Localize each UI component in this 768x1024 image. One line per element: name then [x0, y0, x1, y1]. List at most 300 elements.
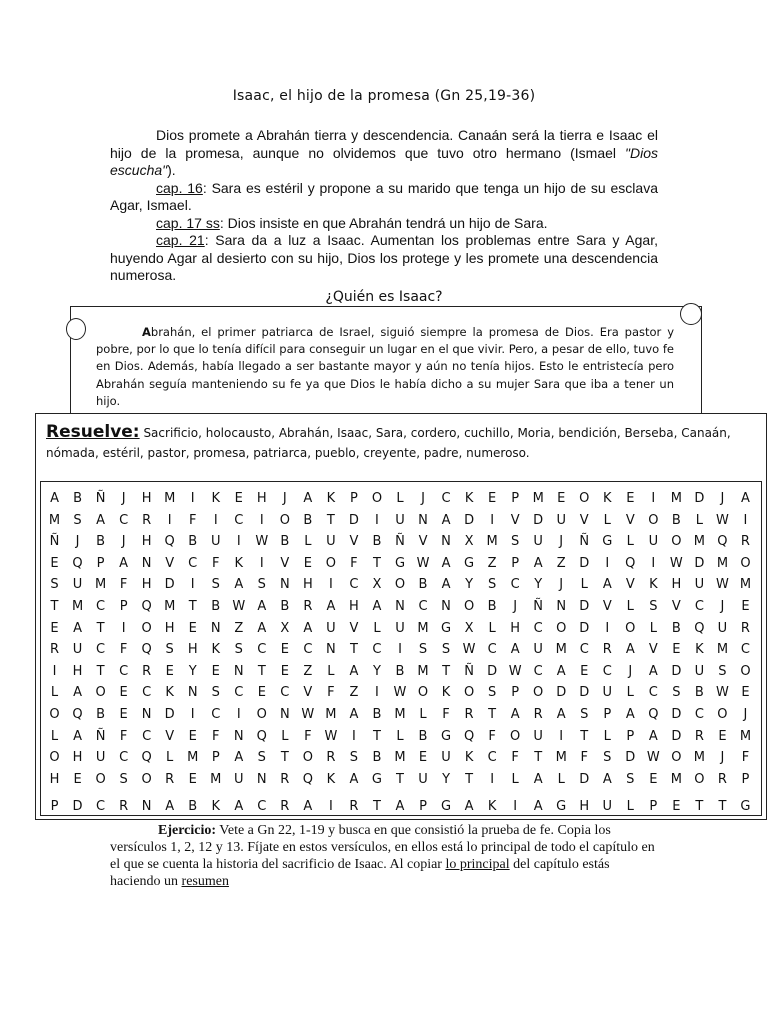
grid-cell: L	[50, 685, 59, 701]
grid-cell: C	[510, 577, 520, 593]
grid-row	[43, 596, 759, 618]
grid-cell: W	[232, 598, 246, 614]
grid-cell: A	[303, 491, 313, 506]
grid-cell: T	[488, 706, 497, 722]
grid-cell: F	[119, 642, 128, 658]
grid-cell: H	[72, 750, 83, 766]
grid-cell: N	[441, 534, 451, 550]
grid-cell: A	[349, 663, 359, 679]
grid-cell: Ñ	[95, 728, 106, 744]
grid-cell: O	[371, 491, 383, 506]
grid-cell: F	[211, 728, 220, 744]
grid-cell: F	[741, 750, 750, 766]
grid-cell: D	[487, 663, 498, 679]
grid-cell: H	[349, 598, 359, 614]
grid-cell: S	[257, 750, 266, 766]
grid-cell: A	[349, 706, 359, 722]
grid-cell: X	[464, 534, 474, 550]
grid-row	[43, 553, 759, 575]
grid-cell: O	[279, 512, 290, 528]
grid-cell: S	[165, 642, 174, 658]
grid-cell: M	[71, 598, 84, 614]
grid-cell: T	[349, 642, 358, 658]
grid-cell: B	[418, 577, 428, 593]
grid-cell: O	[463, 685, 475, 701]
grid-cell: V	[165, 555, 175, 571]
grid-cell: C	[119, 663, 129, 679]
grid-cell: Q	[141, 642, 152, 658]
grid-cell: M	[670, 491, 682, 506]
grid-cell: E	[626, 491, 635, 506]
intro-quote: "Dios escucha"	[110, 144, 658, 178]
grid-cell: T	[695, 799, 704, 815]
grid-cell: Z	[487, 555, 497, 571]
grid-cell: E	[672, 799, 681, 815]
grid-cell: Y	[534, 577, 543, 593]
grid-cell: P	[211, 750, 220, 766]
grid-cell: M	[394, 706, 406, 722]
grid-cell: U	[234, 771, 244, 787]
grid-cell: E	[119, 706, 128, 722]
exercise-underline-resumen: resumen	[181, 874, 229, 889]
grid-cell: Y	[442, 771, 451, 787]
grid-cell: E	[303, 555, 312, 571]
grid-cell: A	[50, 491, 59, 506]
grid-cell: C	[96, 598, 106, 614]
grid-cell: O	[625, 620, 636, 636]
grid-cell: C	[96, 799, 106, 815]
grid-cell: G	[556, 799, 567, 815]
grid-cell: Ñ	[533, 598, 544, 614]
grid-cell: W	[255, 534, 269, 550]
grid-row	[43, 661, 759, 683]
grid-row	[43, 796, 759, 818]
grid-cell: N	[187, 685, 198, 701]
grid-cell: L	[626, 534, 634, 550]
grid-cell: H	[141, 577, 152, 593]
grid-cell: A	[556, 663, 566, 679]
grid-cell: C	[602, 663, 612, 679]
grid-cell: N	[441, 598, 451, 614]
grid-cell: A	[326, 598, 336, 614]
grid-cell: S	[487, 577, 497, 593]
grid-cell: O	[256, 706, 267, 722]
grid-cell: S	[649, 598, 658, 614]
grid-cell: Q	[694, 620, 705, 636]
grid-cell: B	[96, 534, 106, 550]
grid-cell: M	[48, 512, 61, 528]
grid-cell: N	[141, 555, 152, 571]
grid-cell: S	[603, 750, 612, 766]
grid-cell: I	[121, 620, 126, 636]
grid-cell: L	[695, 512, 704, 528]
grid-cell: M	[693, 750, 705, 766]
grid-cell: L	[603, 512, 611, 528]
grid-cell: O	[579, 491, 590, 506]
grid-row	[43, 531, 759, 553]
grid-cell: A	[533, 771, 543, 787]
grid-cell: Q	[302, 771, 313, 787]
grid-cell: L	[304, 534, 312, 550]
grid-cell: N	[395, 598, 405, 614]
grid-cell: S	[441, 642, 451, 658]
grid-cell: N	[141, 799, 152, 815]
grid-cell: A	[556, 706, 566, 722]
grid-cell: L	[580, 577, 588, 593]
grid-cell: U	[533, 534, 543, 550]
grid-cell: Ñ	[49, 534, 60, 550]
grid-cell: K	[649, 577, 658, 593]
grid-cell: L	[557, 771, 565, 787]
grid-cell: N	[418, 512, 428, 528]
grid-cell: I	[236, 706, 241, 722]
grid-cell: S	[718, 663, 727, 679]
grid-cell: D	[579, 771, 590, 787]
grid-cell: Q	[72, 555, 83, 571]
grid-cell: E	[280, 663, 289, 679]
grid-cell: U	[441, 750, 451, 766]
grid-cell: E	[672, 642, 681, 658]
grid-cell: D	[164, 706, 175, 722]
grid-cell: Q	[648, 706, 659, 722]
grid-cell: O	[556, 620, 567, 636]
grid-cell: N	[233, 663, 244, 679]
grid-cell: A	[741, 491, 750, 506]
grid-cell: E	[280, 642, 289, 658]
grid-cell: U	[326, 534, 336, 550]
grid-cell: I	[605, 620, 610, 636]
grid-cell: O	[648, 512, 659, 528]
grid-cell: K	[211, 491, 220, 506]
grid-cell: D	[579, 685, 590, 701]
grid-cell: C	[303, 642, 313, 658]
grid-cell: K	[211, 642, 220, 658]
grid-cell: B	[280, 598, 290, 614]
grid-cell: B	[188, 534, 198, 550]
grid-cell: B	[487, 598, 497, 614]
grid-cell: A	[441, 512, 451, 528]
grid-cell: I	[328, 799, 333, 815]
grid-cell: P	[350, 491, 358, 506]
grid-cell: G	[371, 771, 382, 787]
grid-cell: I	[352, 728, 356, 744]
grid-row	[43, 704, 759, 726]
grid-cell: T	[326, 512, 335, 528]
grid-cell: O	[95, 771, 106, 787]
grid-cell: V	[648, 642, 658, 658]
exercise-underline-principal: lo principal	[445, 857, 510, 872]
grid-cell: C	[694, 706, 704, 722]
grid-cell: A	[602, 577, 612, 593]
grid-cell: A	[234, 577, 244, 593]
grid-cell: Y	[372, 663, 381, 679]
grid-cell: I	[190, 491, 195, 506]
grid-cell: D	[579, 598, 590, 614]
grid-cell: T	[188, 598, 197, 614]
grid-cell: U	[418, 771, 428, 787]
grid-cell: K	[234, 555, 244, 571]
grid-cell: C	[257, 799, 267, 815]
scroll-initial: A	[142, 325, 151, 339]
grid-cell: U	[602, 799, 613, 815]
grid-cell: C	[533, 620, 543, 636]
grid-cell: N	[556, 598, 567, 614]
grid-cell: P	[603, 706, 612, 722]
grid-cell: A	[625, 642, 635, 658]
grid-cell: B	[96, 706, 106, 722]
grid-cell: K	[464, 750, 474, 766]
grid-cell: P	[511, 685, 520, 701]
cap16-line	[110, 180, 658, 215]
grid-cell: E	[718, 728, 727, 744]
resuelve-box	[35, 413, 767, 820]
grid-cell: O	[740, 555, 751, 571]
grid-cell: Z	[234, 620, 244, 636]
grid-cell: R	[142, 512, 152, 528]
grid-cell: N	[256, 771, 267, 787]
grid-cell: O	[671, 750, 682, 766]
grid-cell: R	[694, 728, 704, 744]
grid-cell: H	[187, 642, 198, 658]
grid-cell: U	[694, 577, 705, 593]
grid-cell: E	[234, 491, 243, 506]
grid-cell: Q	[141, 750, 152, 766]
grid-cell: I	[259, 555, 264, 571]
grid-cell: A	[533, 555, 543, 571]
grid-cell: B	[188, 799, 198, 815]
grid-cell: E	[741, 598, 750, 614]
grid-cell: K	[464, 491, 474, 506]
grid-cell: M	[210, 771, 222, 787]
grid-cell: V	[280, 555, 290, 571]
grid-cell: F	[350, 555, 358, 571]
grid-cell: C	[257, 642, 267, 658]
grid-cell: E	[119, 685, 128, 701]
grid-cell: A	[464, 799, 474, 815]
grid-cell: S	[211, 577, 220, 593]
grid-cell: W	[715, 577, 729, 593]
grid-cell: G	[441, 799, 452, 815]
grid-cell: H	[49, 771, 60, 787]
grid-cell: F	[580, 750, 588, 766]
grid-cell: E	[188, 771, 197, 787]
grid-cell: I	[398, 642, 402, 658]
grid-cell: H	[579, 799, 590, 815]
grid-cell: K	[326, 771, 336, 787]
grid-cell: U	[556, 512, 566, 528]
grid-cell: Z	[349, 685, 359, 701]
grid-cell: P	[511, 491, 520, 506]
grid-cell: A	[372, 598, 382, 614]
grid-cell: O	[463, 598, 475, 614]
grid-cell: U	[72, 577, 83, 593]
grid-cell: B	[395, 663, 405, 679]
grid-cell: B	[280, 534, 290, 550]
grid-cell: D	[556, 685, 567, 701]
grid-cell: S	[73, 512, 82, 528]
grid-cell: U	[395, 620, 405, 636]
grid-cell: E	[649, 771, 658, 787]
grid-cell: B	[372, 750, 382, 766]
grid-cell: M	[417, 663, 429, 679]
grid-cell: N	[210, 620, 221, 636]
grid-cell: Ñ	[579, 534, 590, 550]
grid-cell: M	[94, 577, 107, 593]
grid-cell: S	[349, 750, 359, 766]
grid-cell: X	[372, 577, 382, 593]
grid-cell: A	[441, 577, 451, 593]
grid-cell: P	[741, 771, 750, 787]
grid-cell: C	[579, 642, 589, 658]
grid-cell: U	[95, 750, 106, 766]
grid-cell: L	[166, 750, 174, 766]
grid-cell: K	[326, 491, 336, 506]
grid-cell: C	[211, 706, 221, 722]
grid-cell: N	[279, 706, 290, 722]
grid-cell: R	[740, 620, 750, 636]
grid-cell: J	[121, 534, 126, 550]
grid-cell: C	[188, 555, 198, 571]
grid-cell: A	[533, 799, 543, 815]
grid-cell: H	[72, 663, 83, 679]
grid-cell: T	[465, 771, 474, 787]
grid-cell: M	[555, 750, 567, 766]
cap21-text: : Sara da a luz a Isaac. Aumentan los problemas entre Sara y Agar, huyendo Agar al desierto con su hijo, Dios los protege y les promete una descendencia numerosa.	[110, 232, 658, 283]
grid-cell: A	[234, 799, 244, 815]
grid-cell: B	[671, 620, 681, 636]
grid-cell: L	[511, 771, 519, 787]
grid-cell: T	[396, 771, 404, 787]
grid-row	[43, 488, 759, 510]
grid-cell: J	[743, 706, 748, 722]
grid-cell: C	[142, 685, 152, 701]
grid-cell: L	[488, 620, 496, 636]
grid-cell: Q	[463, 728, 475, 744]
grid-cell: Q	[625, 555, 636, 571]
grid-cell: Q	[717, 534, 728, 550]
grid-cell: M	[486, 534, 498, 550]
grid-cell: A	[165, 799, 175, 815]
grid-cell: I	[513, 799, 518, 815]
scroll-curl-left-icon	[66, 318, 86, 340]
grid-cell: Ñ	[395, 534, 405, 550]
grid-cell: Q	[256, 728, 267, 744]
grid-cell: K	[165, 685, 174, 701]
grid-cell: O	[141, 771, 152, 787]
grid-cell: N	[279, 577, 290, 593]
grid-cell: T	[580, 728, 589, 744]
grid-cell: K	[603, 491, 612, 506]
grid-cell: X	[280, 620, 290, 636]
grid-cell: M	[164, 491, 176, 506]
grid-cell: C	[372, 642, 382, 658]
intro-text-end: ).	[167, 162, 176, 178]
grid-cell: L	[626, 598, 634, 614]
grid-cell: M	[670, 771, 682, 787]
grid-cell: L	[327, 663, 335, 679]
grid-cell: F	[327, 685, 335, 701]
grid-cell: D	[671, 706, 682, 722]
grid-cell: G	[464, 555, 475, 571]
grid-cell: T	[96, 663, 105, 679]
grid-cell: J	[513, 598, 518, 614]
grid-cell: R	[119, 799, 129, 815]
grid-cell: T	[372, 728, 381, 744]
grid-cell: U	[533, 642, 543, 658]
grid-cell: L	[603, 728, 611, 744]
grid-cell: I	[213, 512, 218, 528]
exercise-text: Vete a Gn 22, 1-19 y busca en que consistió la prueba de fe. Copia los versículos 1, 2, 12 y 13. Fíjate en estos versículos, en ellos está lo principal de todo el capítulo en el que se cuenta la historia del sacrificio de Isaac. Al copiar	[110, 823, 655, 872]
grid-cell: D	[671, 728, 682, 744]
grid-cell: C	[441, 491, 451, 506]
grid-cell: B	[671, 512, 681, 528]
grid-cell: R	[49, 642, 60, 658]
cap17-line	[110, 215, 658, 233]
grid-cell: J	[559, 534, 564, 550]
grid-cell: R	[349, 799, 359, 815]
grid-cell: O	[533, 685, 544, 701]
grid-cell: S	[626, 771, 635, 787]
grid-cell: Q	[141, 598, 152, 614]
grid-cell: A	[257, 598, 267, 614]
exercise-text-2: del capítulo estás haciendo un	[110, 857, 610, 889]
grid-cell: S	[211, 685, 220, 701]
grid-row	[43, 574, 759, 596]
grid-cell: K	[487, 799, 497, 815]
grid-cell: B	[372, 534, 382, 550]
grid-cell: H	[141, 491, 152, 506]
scroll-body: brahán, el primer patriarca de Israel, siguió siempre la promesa de Dios. Era pastor y pobre, por lo que lo tenía difícil para conseguir un lugar en el que vivir. Pero, a pesar de ello, tuvo fe en Dios. Además, había llegado a ser bastante mayor y aún no tenía hijos. Esto le entristecía pero Abrahán seguía manteniendo su fe ya que Dios le había dicho a su mujer Sara que iba a tener un hijo.	[96, 325, 674, 408]
grid-cell: C	[487, 750, 497, 766]
grid-cell: J	[720, 598, 725, 614]
grid-cell: H	[302, 577, 313, 593]
grid-cell: O	[302, 750, 313, 766]
grid-cell: T	[96, 620, 105, 636]
grid-cell: Y	[465, 577, 474, 593]
grid-cell: Y	[188, 663, 197, 679]
grid-cell: S	[418, 642, 428, 658]
grid-cell: R	[533, 706, 543, 722]
grid-cell: O	[394, 577, 406, 593]
grid-cell: E	[580, 663, 589, 679]
grid-cell: B	[418, 728, 428, 744]
grid-cell: I	[375, 512, 379, 528]
grid-cell: S	[257, 577, 266, 593]
grid-cell: C	[234, 685, 244, 701]
grid-cell: W	[715, 512, 729, 528]
grid-cell: T	[280, 750, 289, 766]
grid-cell: I	[190, 577, 195, 593]
grid-cell: B	[303, 512, 313, 528]
grid-cell: D	[625, 750, 636, 766]
question-heading: ¿Quién es Isaac?	[325, 288, 443, 305]
grid-cell: I	[605, 555, 610, 571]
grid-cell: V	[165, 728, 175, 744]
grid-cell: O	[740, 663, 751, 679]
grid-cell: F	[211, 555, 220, 571]
grid-cell: T	[372, 799, 381, 815]
grid-cell: S	[580, 706, 589, 722]
grid-row	[43, 639, 759, 661]
grid-cell: P	[419, 799, 427, 815]
grid-cell: C	[96, 642, 106, 658]
grid-cell: S	[511, 534, 520, 550]
word-list: Sacrificio, holocausto, Abrahán, Isaac, Sara, cordero, cuchillo, Moria, bendición, Berseba, Canaán, nómada, estéril, pastor, promesa, patriarca, pueblo, creyente, padre, numeroso.	[46, 426, 731, 460]
grid-cell: O	[49, 750, 60, 766]
grid-cell: M	[325, 706, 337, 722]
grid-cell: E	[73, 771, 82, 787]
resuelve-header	[46, 422, 756, 463]
